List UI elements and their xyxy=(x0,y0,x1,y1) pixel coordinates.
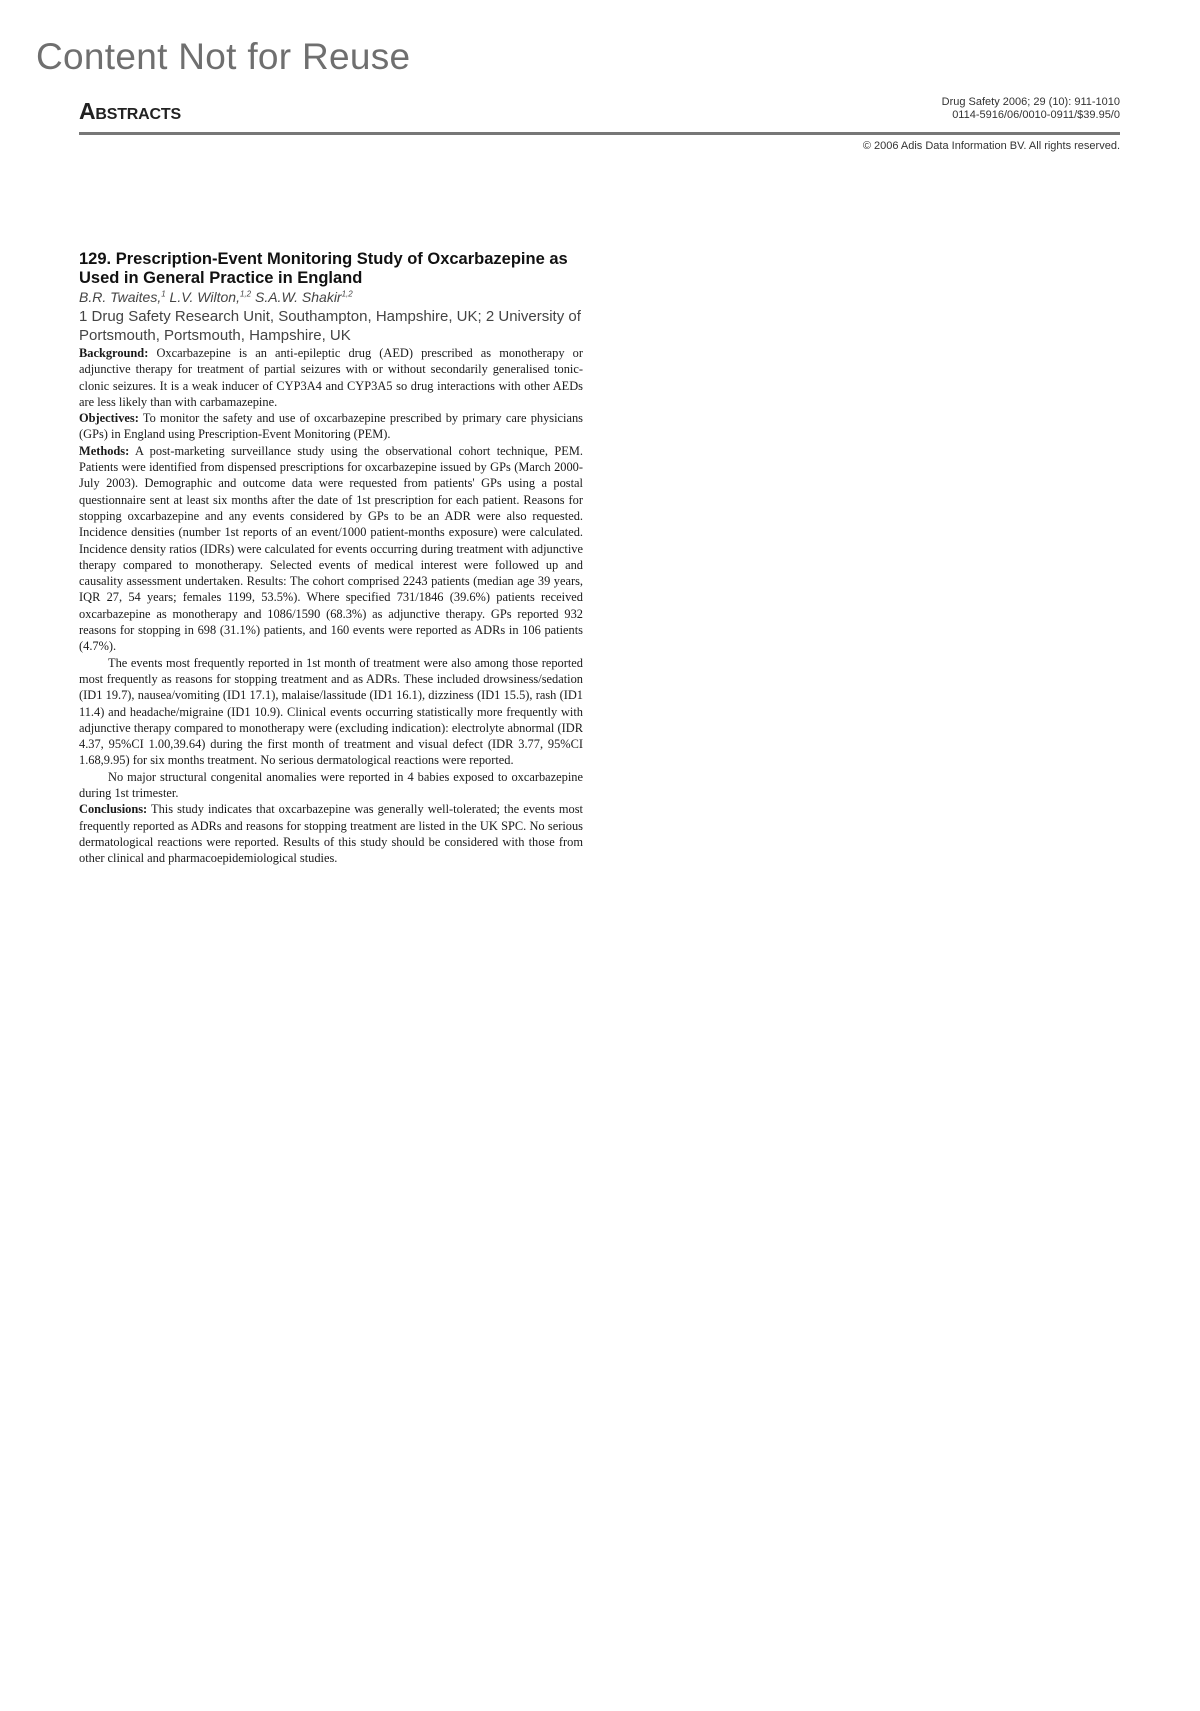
journal-citation xyxy=(942,96,1120,122)
pregnancy-paragraph: No major structural congenital anomalies were reported in 4 babies exposed to oxcarbazepine during 1st trimester. xyxy=(79,769,583,801)
conclusions-label: Conclusions: xyxy=(79,802,148,817)
watermark: Content Not for Reuse xyxy=(36,36,411,77)
background-text: Oxcarbazepine is an anti-epileptic drug (AED) prescribed as monotherapy or adjunctive therapy for treatment of partial seizures with or without secondarily generalised tonic-clonic seizures. It is a weak inducer of CYP3A4 and CYP3A5 so drug interactions with other AEDs are less likely than with carbamazepine. xyxy=(79,346,583,409)
copyright-notice: © 2006 Adis Data Information BV. All rights reserved. xyxy=(862,140,1120,152)
header-rule xyxy=(79,132,1120,135)
journal-issn-line: 0114-5916/06/0010-0911/$39.95/0 xyxy=(952,109,1120,121)
objectives-text: To monitor the safety and use of oxcarbazepine prescribed by primary care physicians (GPs) in England using Prescription-Event Monitoring (PEM). xyxy=(79,411,583,442)
author-name: L.V. Wilton, xyxy=(169,289,240,305)
conclusions-paragraph xyxy=(79,801,583,866)
author-affiliation-marker: 1 xyxy=(161,289,166,299)
objectives-paragraph xyxy=(79,410,583,443)
abstract-article xyxy=(79,250,583,867)
methods-label: Methods: xyxy=(79,443,130,458)
article-title: 129. Prescription-Event Monitoring Study of Oxcarbazepine as Used in General Practice in England xyxy=(79,250,568,287)
author-name: B.R. Twaites, xyxy=(79,289,162,305)
author-list xyxy=(79,288,583,307)
author-name: S.A.W. Shakir xyxy=(254,289,342,305)
author-affiliation-marker: 1,2 xyxy=(239,289,252,299)
section-title: Abstracts xyxy=(79,98,181,124)
affiliations: 1 Drug Safety Research Unit, Southampton, Hampshire, UK; 2 University of Portsmouth, Portsmouth, Hampshire, UK xyxy=(79,308,581,344)
author-affiliation-marker: 1,2 xyxy=(341,289,353,299)
journal-citation-line: Drug Safety 2006; 29 (10): 911-1010 xyxy=(941,96,1120,108)
methods-paragraph xyxy=(79,443,583,655)
results-events-paragraph: The events most frequently reported in 1st month of treatment were also among those reported most frequently as reasons for stopping treatment and as ADRs. These included drowsiness/sedation (ID1 19.7), nausea/vomiting (ID1 17.1), malaise/lassitude (ID1 16.1), dizziness (ID1 15.5), rash (ID1 11.4) and headache/migraine (ID1 10.9). Clinical events occurring statistically more frequently with adjunctive therapy compared to monotherapy were (excluding indication): electrolyte abnormal (IDR 4.37, 95%CI 1.00,39.64) during the first month of treatment and visual defect (IDR 3.77, 95%CI 1.68,9.95) for six months treatment. No serious dermatological reactions were reported. xyxy=(79,655,583,768)
page-header xyxy=(79,96,1120,136)
background-label: Background: xyxy=(79,346,149,360)
conclusions-text: This study indicates that oxcarbazepine was generally well-tolerated; the events most frequently reported as ADRs and reasons for stopping treatment are listed in the UK SPC. No serious dermatological reactions were reported. Results of this study should be considered with those from other clinical and pharmacoepidemiological studies. xyxy=(79,802,583,866)
objectives-label: Objectives: xyxy=(79,411,139,426)
background-paragraph xyxy=(79,345,583,410)
methods-text: A post-marketing surveillance study using the observational cohort technique, PEM. Patients were identified from dispensed prescriptions for oxcarbazepine issued by GPs (March 2000-July 2003). Demographic and outcome data were requested from patients' GPs using a postal questionnaire sent at least six months after the date of 1st prescription for each patient. Reasons for stopping oxcarbazepine and any events considered by GPs to be an ADR were also requested. Incidence densities (number 1st reports of an event/1000 patient-months exposure) were calculated. Incidence density ratios (IDRs) were calculated for events occurring during treatment with adjunctive therapy compared to monotherapy. Selected events of medical interest were followed up and causality assessment undertaken. Results: The cohort comprised 2243 patients (median age 39 years, IQR 27, 54 years; females 1199, 53.5%). Where specified 731/1846 (39.6%) patients received oxcarbazepine as monotherapy and 1086/1590 (68.3%) as adjunctive therapy. GPs reported 932 reasons for stopping in 698 (31.1%) patients, and 160 events were reported as ADRs in 106 patients (4.7%). xyxy=(79,443,583,654)
